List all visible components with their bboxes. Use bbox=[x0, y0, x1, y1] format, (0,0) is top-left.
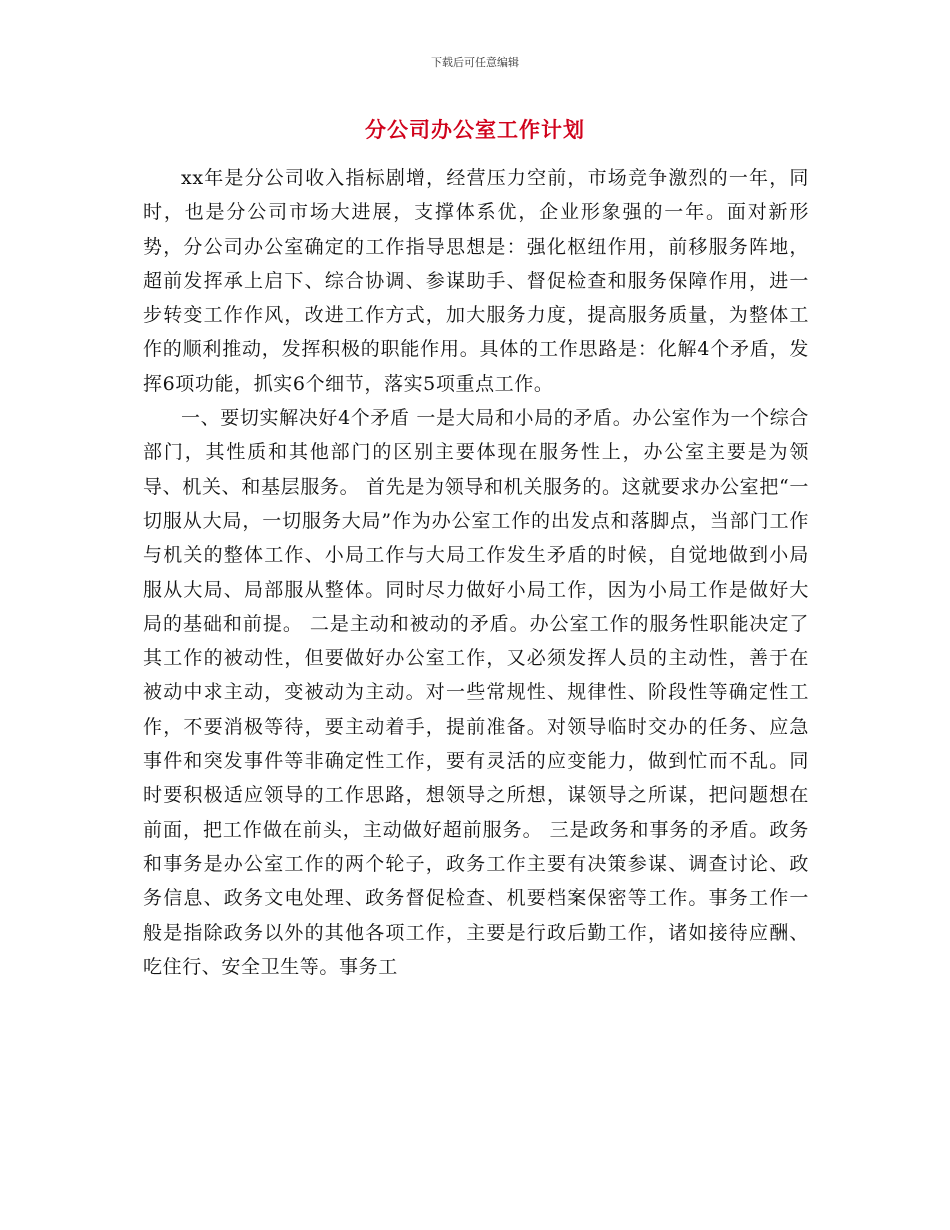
paragraph-section-one: 一、要切实解决好4个矛盾 一是大局和小局的矛盾。办公室作为一个综合部门，其性质和其他部门的区别主要体现在服务性上，办公室主要是为领导、机关、和基层服务。 首先是为领导和机关服务的。这就要求办公室把“一切服从大局，一切服务大局”作为办公室工作的出发点和落脚点，当部门工作与机关的整体工作、小局工作与大局工作发生矛盾的时候，自觉地做到小局服从大局、局部服从整体。同时尽力做好小局工作，因为小局工作是做好大局的基础和前提。 二是主动和被动的矛盾。办公室工作的服务性职能决定了其工作的被动性，但要做好办公室工作，又必须发挥人员的主动性，善于在被动中求主动，变被动为主动。对一些常规性、规律性、阶段性等确定性工作，不要消极等待，要主动着手，提前准备。对领导临时交办的任务、应急事件和突发事件等非确定性工作，要有灵活的应变能力，做到忙而不乱。同时要积极适应领导的工作思路，想领导之所想，谋领导之所谋，把问题想在前面，把工作做在前头，主动做好超前服务。 三是政务和事务的矛盾。政务和事务是办公室工作的两个轮子，政务工作主要有决策参谋、调查讨论、政务信息、政务文电处理、政务督促检查、机要档案保密等工作。事务工作一般是指除政务以外的其他各项工作，主要是行政后勤工作，诸如接待应酬、吃住行、安全卫生等。事务工 bbox=[143, 407, 809, 978]
paragraph-intro: xx年是分公司收入指标剧增，经营压力空前，市场竞争激烈的一年，同时，也是分公司市场大进展，支撑体系优，企业形象强的一年。面对新形势，分公司办公室确定的工作指导思想是：强化枢纽作用，前移服务阵地，超前发挥承上启下、综合协调、参谋助手、督促检查和服务保障作用，进一步转变工作作风，改进工作方式，加大服务力度，提高服务质量，为整体工作的顺利推动，发挥积极的职能作用。具体的工作思路是：化解4个矛盾，发挥6项功能，抓实6个细节，落实5项重点工作。 bbox=[143, 167, 809, 395]
document-title: 分公司办公室工作计划 bbox=[365, 117, 585, 142]
document-body bbox=[143, 161, 809, 984]
header-note: 下载后可任意编辑 bbox=[431, 56, 519, 69]
